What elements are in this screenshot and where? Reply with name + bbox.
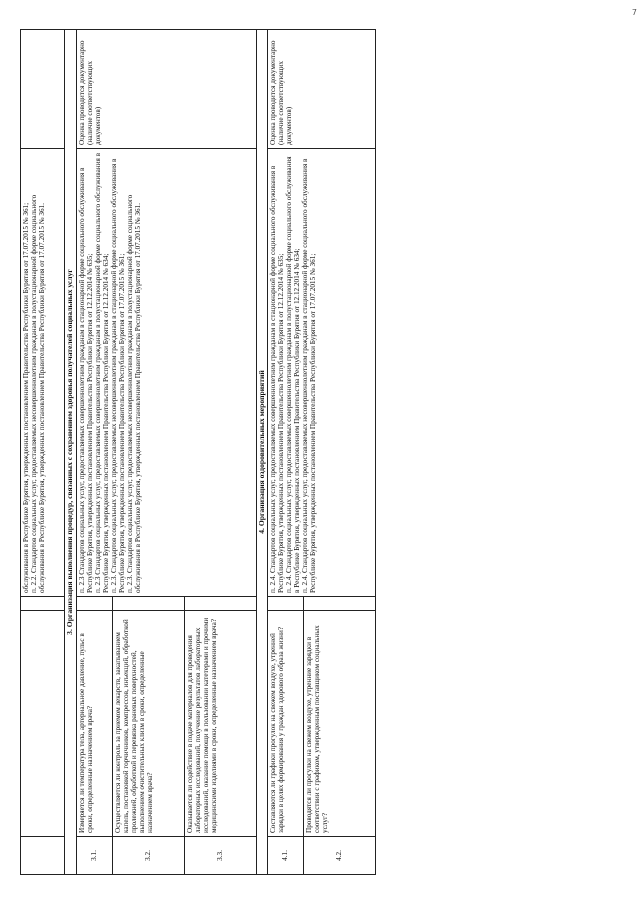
reference-cell (21, 149, 65, 597)
section-4-title: 4. Организация оздоровительных мероприятий (256, 30, 268, 875)
reference-cell (76, 149, 256, 597)
reference-text: п. 2.3. Стандартов социальных услуг, предоставляемых несовершеннолетним гражданам в стационарной форме социального обслуживания в Республике Бурятия, утвержденных постановлением Правительства Республики Бурятия от 17.07.2015 № 361; (109, 158, 126, 593)
section-header-row (65, 30, 77, 875)
row-number: 3.3. (184, 837, 256, 875)
section-header-row (256, 30, 268, 875)
question-cell: Оказывается ли содействие в подаче материалов для проведения лабораторных исследований, получение результатов лабораторных исследований, оказание помощи в пользовании катетерами и прочими медицинскими изделиями в сроки, определенные назначением врача? (184, 611, 256, 837)
reference-text: п. 2.4. Стандартов социальных услуг, предоставляемых несовершеннолетним гражданам в стационарной форме социального обслуживания в Республике Бурятия, утвержденных постановлением Правительства Республики Бурятия от 17.07.2015 № 361; (301, 158, 318, 593)
reference-text: п. 2.2. Стандартов социальных услуг, предоставляемых несовершеннолетним гражданам в полустационарной форме социального обслуживания в Республике Бурятия, утвержденных постановлением Правительства Республики Бурятия от 17.07.2015 № 361. (30, 194, 47, 593)
inspection-table (20, 29, 376, 875)
reference-text: п. 2.3. Стандартов социальных услуг, предоставляемых несовершеннолетним гражданам в полустационарной форме социального обслуживания в Республике Бурятия, утвержденных постановлением Правительства Республики Бурятия от 17.07.2015 № 361. (125, 194, 142, 593)
row-number: 3.1. (76, 837, 112, 875)
reference-text: п. 2.4. Стандартов социальных услуг, предоставляемых совершеннолетним гражданам в полустационарной форме социального обслуживания в Республике Бурятия, утвержденных постановлением Правительства Республики Бурятия от 12.12.2014 № 634; (285, 156, 302, 593)
method-cell: Оценка проводится документарно (наличие соответствующих документов) (268, 30, 376, 149)
question-cell: Проводятся ли прогулки на свежем воздухе, утренние зарядки в соответствии с графиком, утвержденным поставщиком социальных услуг? (304, 611, 376, 837)
table-row (268, 30, 304, 875)
question-cell: Измеряется ли температура тела, артериальное давление, пульс в сроки, определенные назначением врача? (76, 611, 112, 837)
section-3-title: 3. Организация выполнения процедур, связанных с сохранением здоровья получателей социальных услуг (65, 30, 77, 875)
reference-text: п. 2.4. Стандартов социальных услуг, предоставляемых совершеннолетним гражданам в стационарной форме социального обслуживания в Республике Бурятия, утвержденных постановлением Правительства Республики Бурятия от 12.12.2014 № 635; (269, 165, 286, 593)
reference-text: п. 2.3 Стандартов социальных услуг, предоставляемых совершеннолетним гражданам в стационарной форме социального обслуживания в Республике Бурятия, утвержденных постановлением Правительства Республики Бурятия от 12.12.2014 № 635; (77, 167, 94, 593)
margin-mark: 7 (631, 8, 637, 17)
table-row (76, 30, 112, 875)
reference-text: обслуживания в Республике Бурятия, утвержденных постановлением Правительства Республики Бурятия от 17.07.2015 № 361; (22, 202, 30, 593)
reference-cell (268, 149, 376, 597)
question-cell: Составляются ли графики прогулок на свежем воздухе, утренней зарядки в целях формирования у граждан здорового образа жизни? (268, 611, 304, 837)
row-number: 4.1. (268, 837, 304, 875)
table-row (21, 30, 65, 875)
rotated-table-wrapper (20, 30, 610, 875)
question-cell: Осуществляется ли контроль за приемом лекарств, закапыванием капель, постановкой горчичников, компрессов, инъекций, обработкой пролежней, обработкой и перевязка раневых поверхностей, выполнением очистительных клизм в сроки, определенные назначением врача? (112, 611, 184, 837)
row-number: 4.2. (304, 837, 376, 875)
reference-text: п. 2.3 Стандартов социальных услуг, предоставляемых совершеннолетним гражданам в полустационарной форме социального обслуживания в Республике Бурятия, утвержденных постановлением Правительства Республики Бурятия от 12.12.2014 № 634; (93, 153, 110, 593)
row-number: 3.2. (112, 837, 184, 875)
method-cell: Оценка проводится документарно (наличие соответствующих документов) (76, 30, 256, 149)
